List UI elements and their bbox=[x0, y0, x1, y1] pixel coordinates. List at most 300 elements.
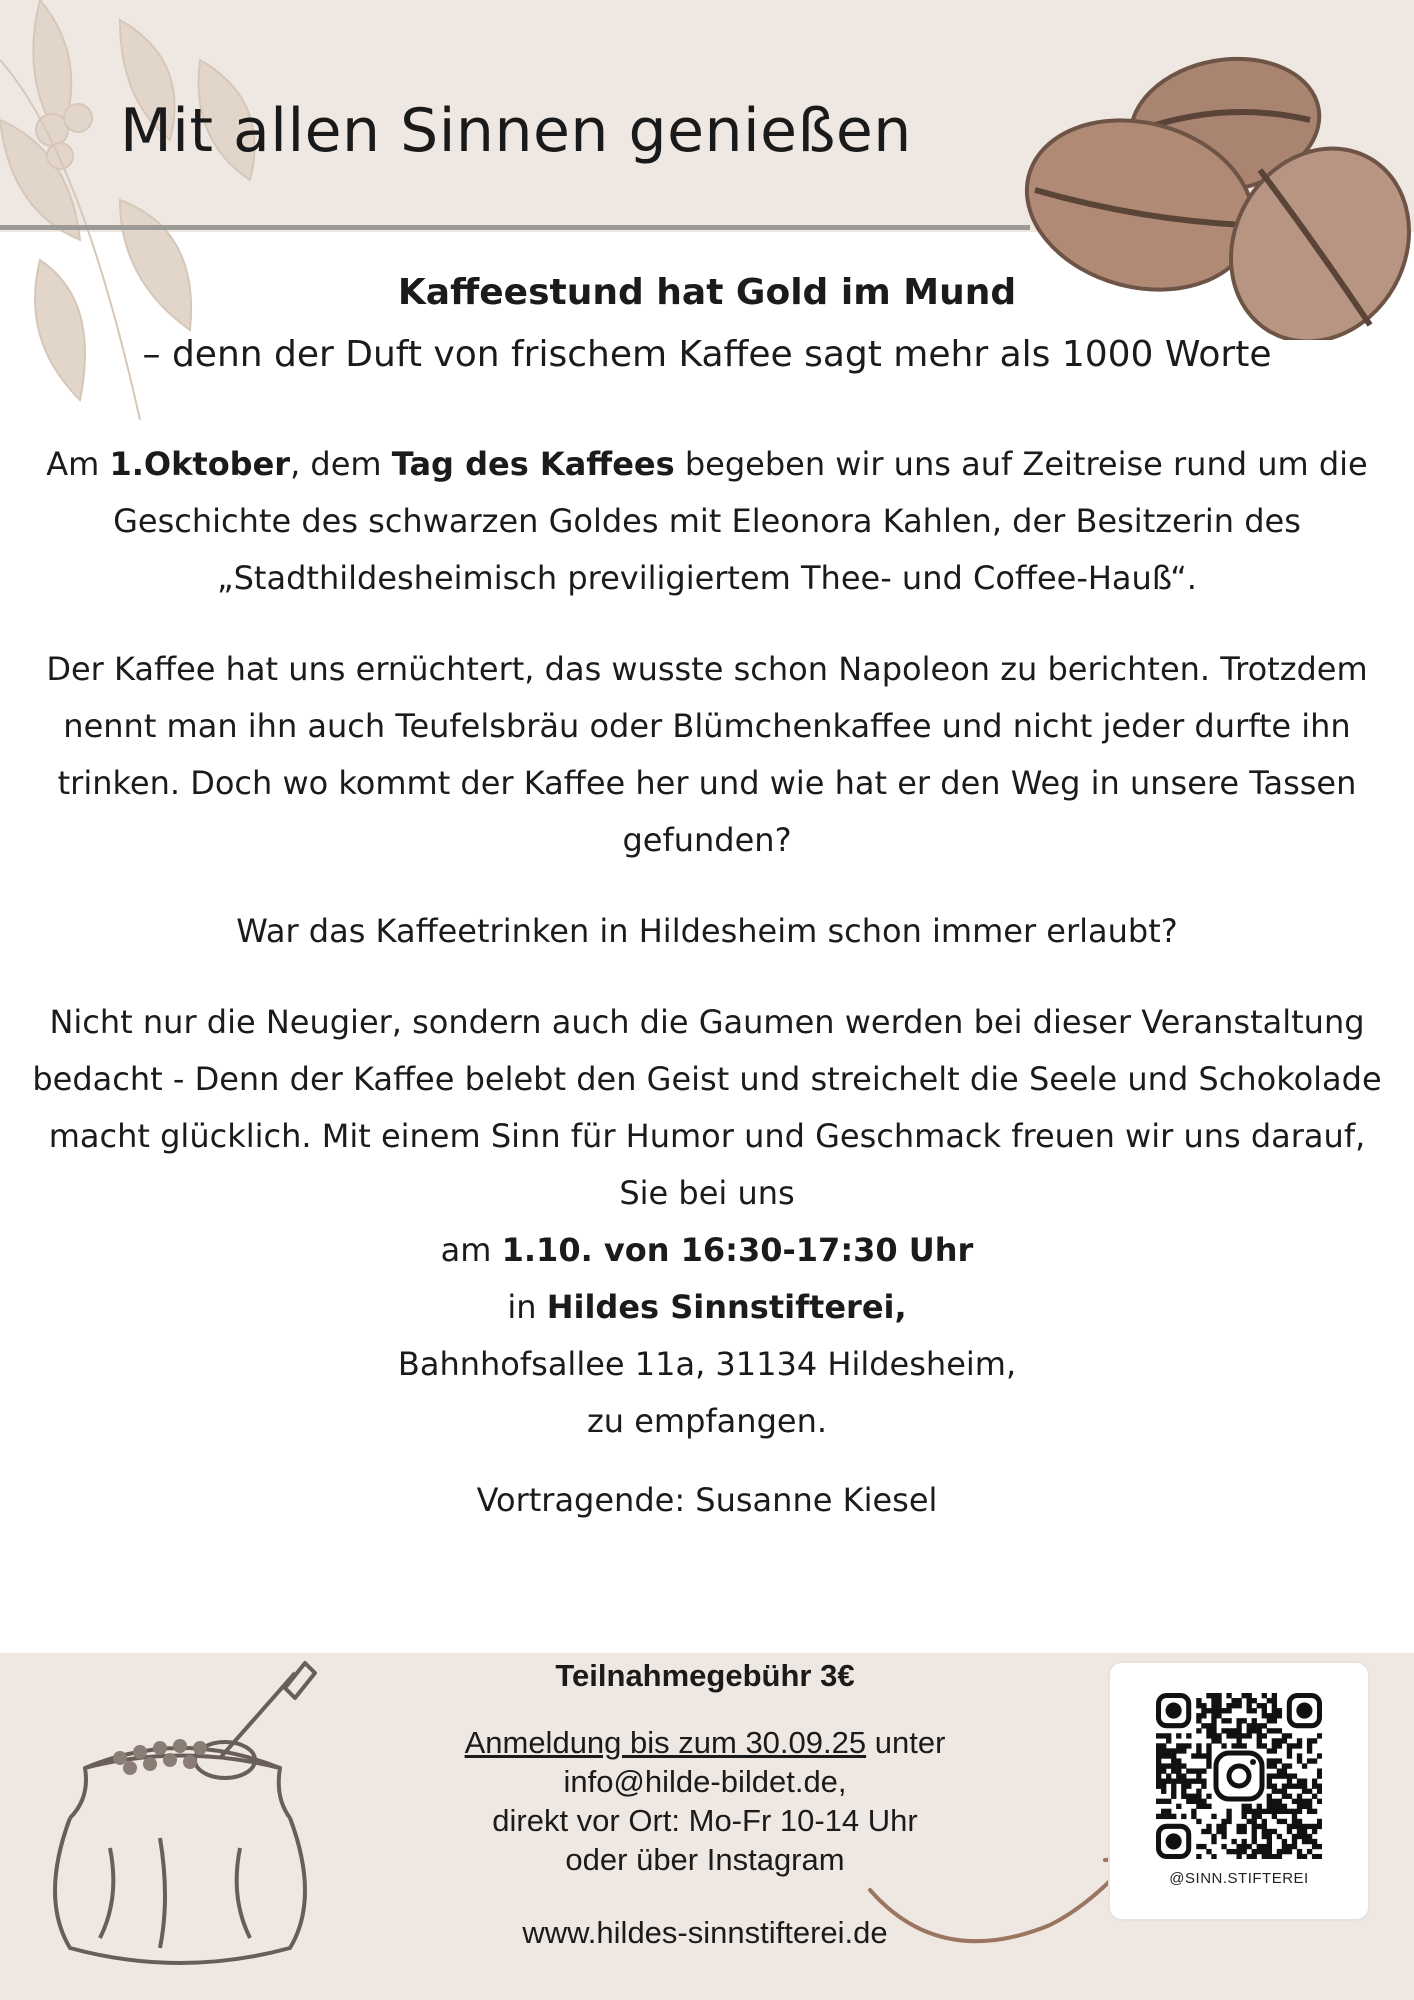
qr-module bbox=[1277, 1728, 1282, 1733]
qr-module bbox=[1297, 1799, 1302, 1804]
qr-module bbox=[1257, 1728, 1262, 1733]
qr-module bbox=[1226, 1718, 1231, 1723]
qr-module bbox=[1196, 1779, 1201, 1784]
qr-module bbox=[1307, 1799, 1312, 1804]
qr-module bbox=[1317, 1784, 1322, 1789]
qr-module bbox=[1287, 1753, 1292, 1758]
qr-module bbox=[1257, 1804, 1262, 1809]
qr-module bbox=[1277, 1789, 1282, 1794]
qr-module bbox=[1176, 1804, 1181, 1809]
text-span: Nicht nur die Neugier, sondern auch die Gaumen werden bei dieser Veranstaltung bedacht - Denn der Kaffee belebt den Geist und streichelt die Seele und Schokolade macht glücklich. Mit einem Sinn für Humor und Geschmack freuen wir uns darauf, Sie bei uns bbox=[32, 1003, 1382, 1212]
qr-module bbox=[1171, 1758, 1176, 1763]
qr-module bbox=[1171, 1748, 1176, 1753]
qr-module bbox=[1257, 1723, 1262, 1728]
qr-module bbox=[1292, 1834, 1297, 1839]
qr-module bbox=[1156, 1743, 1161, 1748]
qr-module bbox=[1287, 1763, 1292, 1768]
qr-module bbox=[1161, 1768, 1166, 1773]
qr-module bbox=[1206, 1748, 1211, 1753]
qr-module bbox=[1317, 1773, 1322, 1778]
header-divider bbox=[0, 225, 1030, 230]
qr-module bbox=[1252, 1849, 1257, 1854]
qr-module bbox=[1307, 1809, 1312, 1814]
qr-module bbox=[1262, 1849, 1267, 1854]
qr-module bbox=[1297, 1758, 1302, 1763]
qr-module bbox=[1262, 1723, 1267, 1728]
qr-module bbox=[1302, 1824, 1307, 1829]
qr-module bbox=[1257, 1824, 1262, 1829]
page-title: Mit allen Sinnen genießen bbox=[120, 96, 912, 166]
qr-module bbox=[1231, 1733, 1236, 1738]
qr-module bbox=[1287, 1829, 1292, 1834]
qr-module bbox=[1166, 1773, 1171, 1778]
qr-module bbox=[1247, 1703, 1252, 1708]
qr-module bbox=[1252, 1723, 1257, 1728]
qr-module bbox=[1297, 1753, 1302, 1758]
qr-module bbox=[1302, 1854, 1307, 1859]
qr-module bbox=[1176, 1773, 1181, 1778]
qr-module bbox=[1171, 1753, 1176, 1758]
qr-module bbox=[1317, 1819, 1322, 1824]
qr-module bbox=[1186, 1768, 1191, 1773]
qr-module bbox=[1201, 1784, 1206, 1789]
qr-module bbox=[1292, 1799, 1297, 1804]
qr-finder-pattern bbox=[1289, 1696, 1319, 1726]
qr-module bbox=[1242, 1844, 1247, 1849]
qr-module bbox=[1196, 1794, 1201, 1799]
qr-module bbox=[1282, 1839, 1287, 1844]
qr-module bbox=[1267, 1794, 1272, 1799]
qr-module bbox=[1247, 1698, 1252, 1703]
qr-module bbox=[1267, 1748, 1272, 1753]
qr-module bbox=[1262, 1693, 1267, 1698]
qr-module bbox=[1267, 1698, 1272, 1703]
qr-module bbox=[1277, 1804, 1282, 1809]
event-occasion: Tag des Kaffees bbox=[391, 445, 675, 483]
qr-module bbox=[1186, 1743, 1191, 1748]
qr-module bbox=[1292, 1784, 1297, 1789]
qr-module bbox=[1191, 1779, 1196, 1784]
qr-module bbox=[1236, 1703, 1241, 1708]
qr-module bbox=[1272, 1814, 1277, 1819]
qr-module bbox=[1231, 1839, 1236, 1844]
qr-module bbox=[1317, 1768, 1322, 1773]
qr-module bbox=[1267, 1728, 1272, 1733]
qr-module bbox=[1302, 1839, 1307, 1844]
qr-module bbox=[1226, 1708, 1231, 1713]
qr-module bbox=[1282, 1844, 1287, 1849]
qr-module bbox=[1257, 1703, 1262, 1708]
qr-module bbox=[1206, 1829, 1211, 1834]
qr-module bbox=[1236, 1829, 1241, 1834]
qr-module bbox=[1211, 1703, 1216, 1708]
qr-module bbox=[1262, 1829, 1267, 1834]
qr-module bbox=[1317, 1854, 1322, 1859]
qr-module bbox=[1272, 1789, 1277, 1794]
qr-module bbox=[1242, 1733, 1247, 1738]
qr-module bbox=[1196, 1819, 1201, 1824]
qr-module bbox=[1201, 1768, 1206, 1773]
qr-module bbox=[1221, 1718, 1226, 1723]
qr-module bbox=[1282, 1819, 1287, 1824]
qr-module bbox=[1211, 1718, 1216, 1723]
qr-module bbox=[1171, 1789, 1176, 1794]
qr-module bbox=[1196, 1698, 1201, 1703]
qr-module bbox=[1312, 1738, 1317, 1743]
qr-module bbox=[1156, 1733, 1161, 1738]
qr-module bbox=[1201, 1753, 1206, 1758]
qr-module bbox=[1267, 1839, 1272, 1844]
qr-module bbox=[1267, 1713, 1272, 1718]
qr-module bbox=[1262, 1713, 1267, 1718]
qr-module bbox=[1287, 1748, 1292, 1753]
qr-module bbox=[1272, 1758, 1277, 1763]
qr-module bbox=[1181, 1763, 1186, 1768]
qr-module bbox=[1262, 1733, 1267, 1738]
speaker-line: Vortragende: Susanne Kiesel bbox=[476, 1481, 938, 1519]
qr-module bbox=[1292, 1743, 1297, 1748]
qr-module bbox=[1186, 1799, 1191, 1804]
qr-module bbox=[1307, 1839, 1312, 1844]
qr-module bbox=[1226, 1703, 1231, 1708]
qr-module bbox=[1252, 1829, 1257, 1834]
qr-module bbox=[1181, 1789, 1186, 1794]
qr-module bbox=[1267, 1854, 1272, 1859]
qr-module bbox=[1196, 1703, 1201, 1708]
qr-module bbox=[1201, 1804, 1206, 1809]
qr-module bbox=[1211, 1728, 1216, 1733]
qr-module bbox=[1196, 1728, 1201, 1733]
qr-module bbox=[1277, 1773, 1282, 1778]
qr-module bbox=[1267, 1773, 1272, 1778]
text-span: unter bbox=[866, 1725, 946, 1760]
qr-module bbox=[1186, 1784, 1191, 1789]
qr-module bbox=[1287, 1844, 1292, 1849]
qr-module bbox=[1181, 1784, 1186, 1789]
qr-module bbox=[1236, 1844, 1241, 1849]
text-span: am bbox=[440, 1231, 502, 1269]
qr-module bbox=[1317, 1789, 1322, 1794]
qr-module bbox=[1292, 1814, 1297, 1819]
qr-module bbox=[1272, 1748, 1277, 1753]
qr-module bbox=[1216, 1829, 1221, 1834]
qr-module bbox=[1206, 1824, 1211, 1829]
qr-module bbox=[1307, 1824, 1312, 1829]
event-address: Bahnhofsallee 11a, 31134 Hildesheim, bbox=[397, 1345, 1017, 1383]
qr-module bbox=[1211, 1738, 1216, 1743]
qr-module bbox=[1312, 1829, 1317, 1834]
qr-module bbox=[1277, 1799, 1282, 1804]
qr-module bbox=[1191, 1794, 1196, 1799]
qr-module bbox=[1272, 1693, 1277, 1698]
website-link[interactable]: www.hildes-sinnstifterei.de bbox=[522, 1915, 888, 1950]
qr-module bbox=[1267, 1844, 1272, 1849]
qr-module bbox=[1161, 1748, 1166, 1753]
qr-module bbox=[1257, 1733, 1262, 1738]
qr-module bbox=[1191, 1809, 1196, 1814]
qr-module bbox=[1302, 1779, 1307, 1784]
qr-module bbox=[1211, 1698, 1216, 1703]
paragraph-intro bbox=[20, 436, 1394, 607]
qr-module bbox=[1257, 1814, 1262, 1819]
qr-module bbox=[1166, 1733, 1171, 1738]
qr-module bbox=[1176, 1779, 1181, 1784]
qr-module bbox=[1181, 1748, 1186, 1753]
qr-code[interactable] bbox=[1156, 1693, 1322, 1859]
qr-module bbox=[1297, 1804, 1302, 1809]
qr-module bbox=[1282, 1784, 1287, 1789]
instagram-handle: @SINN.STIFTEREI bbox=[1169, 1870, 1309, 1887]
qr-module bbox=[1171, 1814, 1176, 1819]
qr-module bbox=[1161, 1789, 1166, 1794]
qr-module bbox=[1292, 1824, 1297, 1829]
qr-module bbox=[1282, 1804, 1287, 1809]
qr-module bbox=[1236, 1849, 1241, 1854]
qr-module bbox=[1206, 1753, 1211, 1758]
qr-module bbox=[1297, 1849, 1302, 1854]
qr-module bbox=[1272, 1773, 1277, 1778]
qr-module bbox=[1206, 1733, 1211, 1738]
main-content bbox=[20, 268, 1394, 1561]
qr-module bbox=[1312, 1844, 1317, 1849]
qr-module bbox=[1272, 1829, 1277, 1834]
registration-deadline: Anmeldung bis zum 30.09.25 bbox=[464, 1725, 867, 1760]
qr-module bbox=[1292, 1773, 1297, 1778]
qr-module bbox=[1282, 1768, 1287, 1773]
qr-module bbox=[1312, 1854, 1317, 1859]
qr-module bbox=[1242, 1814, 1247, 1819]
qr-module bbox=[1252, 1834, 1257, 1839]
qr-module bbox=[1312, 1839, 1317, 1844]
qr-module bbox=[1297, 1819, 1302, 1824]
qr-module bbox=[1312, 1824, 1317, 1829]
qr-module bbox=[1161, 1753, 1166, 1758]
qr-module bbox=[1201, 1844, 1206, 1849]
qr-module bbox=[1267, 1758, 1272, 1763]
qr-module bbox=[1262, 1703, 1267, 1708]
qr-module bbox=[1216, 1738, 1221, 1743]
qr-module bbox=[1252, 1718, 1257, 1723]
qr-module bbox=[1196, 1748, 1201, 1753]
qr-module bbox=[1247, 1809, 1252, 1814]
qr-module bbox=[1226, 1849, 1231, 1854]
qr-module bbox=[1206, 1763, 1211, 1768]
qr-module bbox=[1211, 1693, 1216, 1698]
qr-module bbox=[1196, 1773, 1201, 1778]
qr-module bbox=[1297, 1834, 1302, 1839]
qr-module bbox=[1161, 1784, 1166, 1789]
qr-module bbox=[1287, 1743, 1292, 1748]
qr-module bbox=[1236, 1698, 1241, 1703]
qr-module bbox=[1247, 1693, 1252, 1698]
qr-module bbox=[1221, 1743, 1226, 1748]
qr-module bbox=[1312, 1809, 1317, 1814]
qr-module bbox=[1282, 1738, 1287, 1743]
onsite-hours: direkt vor Ort: Mo-Fr 10-14 Uhr bbox=[492, 1803, 918, 1838]
qr-module bbox=[1252, 1728, 1257, 1733]
qr-module bbox=[1201, 1708, 1206, 1713]
qr-module bbox=[1166, 1814, 1171, 1819]
qr-module bbox=[1171, 1763, 1176, 1768]
qr-module bbox=[1236, 1718, 1241, 1723]
qr-module bbox=[1262, 1708, 1267, 1713]
qr-module bbox=[1196, 1799, 1201, 1804]
qr-module bbox=[1267, 1834, 1272, 1839]
qr-module bbox=[1171, 1779, 1176, 1784]
qr-module bbox=[1236, 1738, 1241, 1743]
text-span: , dem bbox=[290, 445, 392, 483]
qr-module bbox=[1176, 1758, 1181, 1763]
qr-module bbox=[1247, 1723, 1252, 1728]
qr-module bbox=[1302, 1804, 1307, 1809]
qr-module bbox=[1267, 1718, 1272, 1723]
qr-module bbox=[1297, 1738, 1302, 1743]
qr-module bbox=[1156, 1753, 1161, 1758]
qr-module bbox=[1302, 1799, 1307, 1804]
qr-module bbox=[1277, 1854, 1282, 1859]
qr-module bbox=[1267, 1763, 1272, 1768]
qr-module bbox=[1307, 1758, 1312, 1763]
qr-module bbox=[1236, 1824, 1241, 1829]
qr-module bbox=[1252, 1708, 1257, 1713]
qr-module bbox=[1166, 1748, 1171, 1753]
coffee-sack-illustration bbox=[30, 1648, 330, 1968]
qr-module bbox=[1277, 1809, 1282, 1814]
paragraph-history: Der Kaffee hat uns ernüchtert, das wusste schon Napoleon zu berichten. Trotzdem nennt man ihn auch Teufelsbräu oder Blümchenkaffee und nicht jeder durfte ihn trinken. Doch wo kommt der Kaffee her und wie hat er den Weg in unsere Tassen gefunden? bbox=[46, 650, 1368, 859]
qr-module bbox=[1272, 1728, 1277, 1733]
qr-module bbox=[1297, 1824, 1302, 1829]
qr-module bbox=[1211, 1713, 1216, 1718]
qr-module bbox=[1247, 1728, 1252, 1733]
qr-module bbox=[1161, 1763, 1166, 1768]
qr-module bbox=[1161, 1743, 1166, 1748]
qr-module bbox=[1272, 1703, 1277, 1708]
qr-module bbox=[1206, 1723, 1211, 1728]
qr-module bbox=[1221, 1728, 1226, 1733]
qr-module bbox=[1236, 1854, 1241, 1859]
qr-module bbox=[1176, 1743, 1181, 1748]
qr-module bbox=[1231, 1698, 1236, 1703]
qr-module bbox=[1226, 1693, 1231, 1698]
text-span: Am bbox=[46, 445, 110, 483]
contact-email[interactable]: info@hilde-bildet.de, bbox=[563, 1764, 847, 1799]
qr-module bbox=[1161, 1799, 1166, 1804]
qr-module bbox=[1171, 1794, 1176, 1799]
qr-module bbox=[1191, 1814, 1196, 1819]
qr-module bbox=[1161, 1733, 1166, 1738]
qr-module bbox=[1312, 1794, 1317, 1799]
qr-module bbox=[1267, 1804, 1272, 1809]
qr-module bbox=[1221, 1829, 1226, 1834]
qr-module bbox=[1181, 1814, 1186, 1819]
qr-module bbox=[1206, 1728, 1211, 1733]
qr-module bbox=[1242, 1693, 1247, 1698]
qr-module bbox=[1282, 1794, 1287, 1799]
qr-module bbox=[1156, 1784, 1161, 1789]
qr-module bbox=[1302, 1829, 1307, 1834]
qr-module bbox=[1196, 1789, 1201, 1794]
qr-module bbox=[1186, 1794, 1191, 1799]
instagram-icon bbox=[1216, 1753, 1262, 1799]
qr-module bbox=[1206, 1794, 1211, 1799]
qr-module bbox=[1221, 1819, 1226, 1824]
qr-module bbox=[1277, 1849, 1282, 1854]
qr-module bbox=[1211, 1839, 1216, 1844]
qr-module bbox=[1317, 1824, 1322, 1829]
qr-module bbox=[1267, 1779, 1272, 1784]
qr-module bbox=[1282, 1809, 1287, 1814]
qr-module bbox=[1262, 1743, 1267, 1748]
qr-module bbox=[1257, 1738, 1262, 1743]
qr-module bbox=[1242, 1849, 1247, 1854]
qr-module bbox=[1166, 1738, 1171, 1743]
qr-module bbox=[1191, 1799, 1196, 1804]
qr-module bbox=[1196, 1768, 1201, 1773]
qr-module bbox=[1236, 1733, 1241, 1738]
qr-module bbox=[1221, 1834, 1226, 1839]
qr-module bbox=[1221, 1824, 1226, 1829]
qr-module bbox=[1156, 1768, 1161, 1773]
qr-module bbox=[1201, 1829, 1206, 1834]
qr-module bbox=[1186, 1779, 1191, 1784]
instagram-qr-card[interactable] bbox=[1110, 1663, 1368, 1919]
qr-module bbox=[1262, 1854, 1267, 1859]
qr-module bbox=[1302, 1834, 1307, 1839]
qr-module bbox=[1216, 1693, 1221, 1698]
qr-module bbox=[1166, 1809, 1171, 1814]
qr-module bbox=[1302, 1763, 1307, 1768]
qr-module bbox=[1307, 1849, 1312, 1854]
qr-module bbox=[1211, 1854, 1216, 1859]
qr-module bbox=[1216, 1713, 1221, 1718]
qr-module bbox=[1287, 1733, 1292, 1738]
qr-module bbox=[1242, 1743, 1247, 1748]
qr-module bbox=[1206, 1708, 1211, 1713]
qr-module bbox=[1236, 1743, 1241, 1748]
qr-module bbox=[1206, 1693, 1211, 1698]
qr-module bbox=[1272, 1738, 1277, 1743]
qr-module bbox=[1201, 1713, 1206, 1718]
qr-module bbox=[1211, 1733, 1216, 1738]
qr-module bbox=[1236, 1728, 1241, 1733]
qr-module bbox=[1231, 1743, 1236, 1748]
qr-module bbox=[1302, 1784, 1307, 1789]
qr-module bbox=[1221, 1708, 1226, 1713]
qr-module bbox=[1272, 1713, 1277, 1718]
qr-module bbox=[1292, 1839, 1297, 1844]
qr-module bbox=[1282, 1849, 1287, 1854]
qr-module bbox=[1156, 1748, 1161, 1753]
qr-module bbox=[1297, 1779, 1302, 1784]
qr-module bbox=[1297, 1743, 1302, 1748]
qr-module bbox=[1317, 1733, 1322, 1738]
qr-module bbox=[1272, 1743, 1277, 1748]
text-span: zu empfangen. bbox=[586, 1402, 828, 1440]
qr-module bbox=[1166, 1799, 1171, 1804]
qr-module bbox=[1252, 1854, 1257, 1859]
qr-module bbox=[1181, 1773, 1186, 1778]
qr-module bbox=[1196, 1854, 1201, 1859]
qr-module bbox=[1262, 1844, 1267, 1849]
qr-finder-pattern bbox=[1159, 1696, 1189, 1726]
qr-module bbox=[1287, 1824, 1292, 1829]
qr-module bbox=[1156, 1799, 1161, 1804]
qr-module bbox=[1161, 1809, 1166, 1814]
qr-module bbox=[1287, 1773, 1292, 1778]
qr-module bbox=[1196, 1844, 1201, 1849]
qr-module bbox=[1156, 1814, 1161, 1819]
event-time: 1.10. von 16:30-17:30 Uhr bbox=[501, 1231, 974, 1269]
